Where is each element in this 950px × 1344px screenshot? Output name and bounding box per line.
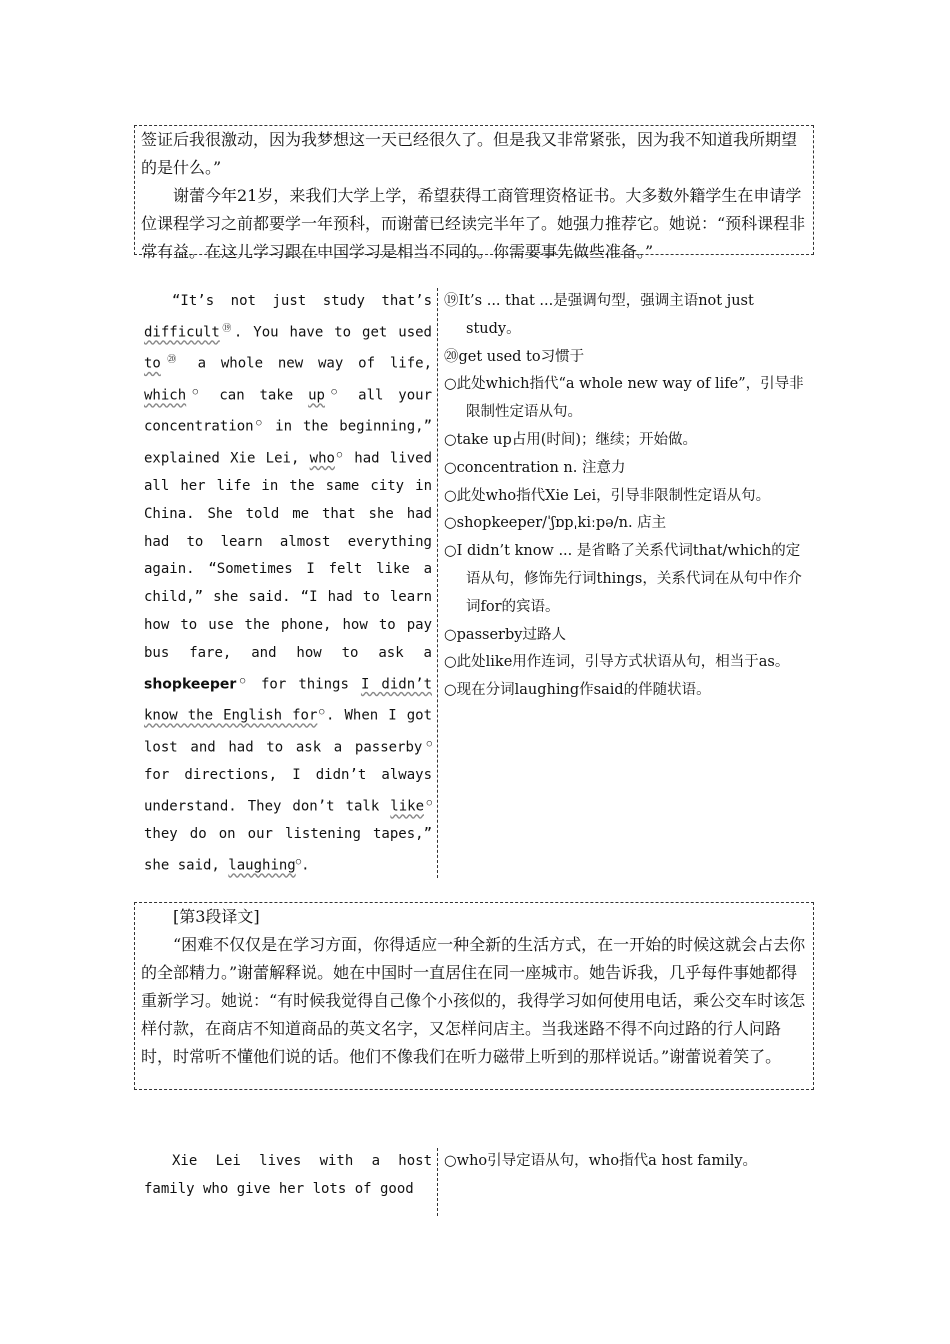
english-passage <box>144 288 432 881</box>
note-marker: ○ <box>317 707 327 718</box>
column-divider <box>437 288 438 878</box>
note-marker: ○ <box>334 449 345 460</box>
note-item: ○who引导定语从句，who指代a host family。 <box>444 1153 758 1169</box>
note-marker: ○ <box>295 857 302 868</box>
passage-text: Xie Lei lives with a host family who give her lots of good <box>144 1153 432 1197</box>
annotated-word: which <box>144 387 187 404</box>
note-item: ○此处who指代Xie Lei，引导非限制性定语从句。 <box>444 487 771 504</box>
annotated-word: difficult <box>144 324 220 341</box>
annotated-word: laughing <box>228 857 296 874</box>
note-marker: ○ <box>424 797 432 808</box>
annotated-word: up <box>308 387 325 404</box>
annotated-word: who <box>309 450 335 467</box>
translation-paragraph: 签证后我很激动，因为我梦想这一天已经很久了。但是我又非常紧张，因为我不知道我所期望的是什么。” <box>141 130 798 177</box>
passage-text: . <box>301 857 310 874</box>
note-marker: ⑳ <box>160 355 183 366</box>
note-item: ○此处like用作连词，引导方式状语从句，相当于as。 <box>444 654 790 671</box>
note-item: ○concentration n. 注意力 <box>444 459 626 476</box>
note-item: ○此处which指代“a whole new way of life”，引导非限制性定语从句。 <box>444 376 804 421</box>
column-divider <box>437 1148 438 1216</box>
translation-box-2 <box>134 902 814 1090</box>
note-marker: ○ <box>186 386 205 397</box>
note-item: ⑲It’s ... that ...是强调句型，强调主语not just study。 <box>444 293 754 337</box>
note-item: ○I didn’t know ... 是省略了关系代词that/which的定语从句，修饰先行词things，关系代词在从句中作介词for的宾语。 <box>444 543 802 615</box>
passage-text: . When I got lost and had to ask a <box>144 707 432 756</box>
annotated-word: passerby <box>354 739 423 756</box>
note-marker: ⑲ <box>219 323 234 334</box>
translation-box-1 <box>134 125 814 261</box>
passage-text: they do on our listening tapes,” she said, <box>144 826 432 874</box>
translation-paragraph: “困难不仅仅是在学习方面，你得适应一种全新的生活方式，在一开始的时候这就会占去你的全部精力。”谢蕾解释说。她在中国时一直居住在同一座城市。她告诉我，几乎每件事她都得重新学习。她说：“有时候我觉得自己像个小孩似的，我得学习如何使用电话，乘公交车时该怎样付款，在商店不知道商品的英文名字，又怎样问店主。当我迷路不得不向过路的行人问路时，时常听不懂他们说的话。他们不像我们在听力磁带上听到的那样说话。”谢蕾说着笑了。 <box>141 935 806 1066</box>
passage-text: for directions, I didn’t always understand. They don’t talk <box>144 767 432 815</box>
passage-text: a whole new way of life, <box>182 355 432 372</box>
english-passage <box>144 1148 432 1204</box>
annotated-passage-2 <box>144 1148 804 1218</box>
annotated-word: to <box>144 355 161 372</box>
translation-heading: [第3段译文] <box>173 907 260 926</box>
annotated-phrase: I didn’t know the English for <box>144 676 432 724</box>
note-marker: ○ <box>253 418 265 429</box>
passage-text: in the beginning,” explained Xie Lei, <box>144 418 432 467</box>
note-item: ⑳get used to习惯于 <box>444 348 585 365</box>
passage-text: all your <box>343 387 433 404</box>
annotated-passage-1 <box>144 288 804 878</box>
passage-text: had lived all her life in the same city in China. She told me that she had had to learn almost everything again. “Sometimes I felt like a child,” she said. “I had to learn how to use the phone, how to pay bus fare, and how to ask a <box>144 450 432 661</box>
note-item: ○take up占用(时间)；继续；开始做。 <box>444 431 698 448</box>
passage-text: . You have to get used <box>233 324 432 341</box>
note-marker: ○ <box>324 386 344 397</box>
notes-column <box>444 288 804 705</box>
annotated-word: like <box>390 798 424 815</box>
translation-paragraph: 谢蕾今年21岁，来我们大学上学，希望获得工商管理资格证书。大多数外籍学生在申请学位课程学习之前都要学一年预科，而谢蕾已经读完半年了。她强力推荐它。她说：“预科课程非常有益。在这儿学习跟在中国学习是相当不同的。你需要事先做些准备。” <box>141 186 806 261</box>
annotated-word: concentration <box>144 418 254 435</box>
note-item: ○passerby过路人 <box>444 626 566 643</box>
annotated-word: shopkeeper <box>144 676 237 693</box>
passage-text: “It’s not just study that’s <box>172 293 432 309</box>
note-item: ○shopkeeper/ˈʃɒpˌkiːpə/n. 店主 <box>444 515 667 532</box>
notes-column <box>444 1148 804 1176</box>
note-marker: ○ <box>422 738 433 749</box>
note-item: ○现在分词laughing作said的伴随状语。 <box>444 682 711 699</box>
passage-text: can take <box>204 387 309 404</box>
note-marker: ○ <box>236 675 249 686</box>
passage-text: for things <box>248 676 361 693</box>
